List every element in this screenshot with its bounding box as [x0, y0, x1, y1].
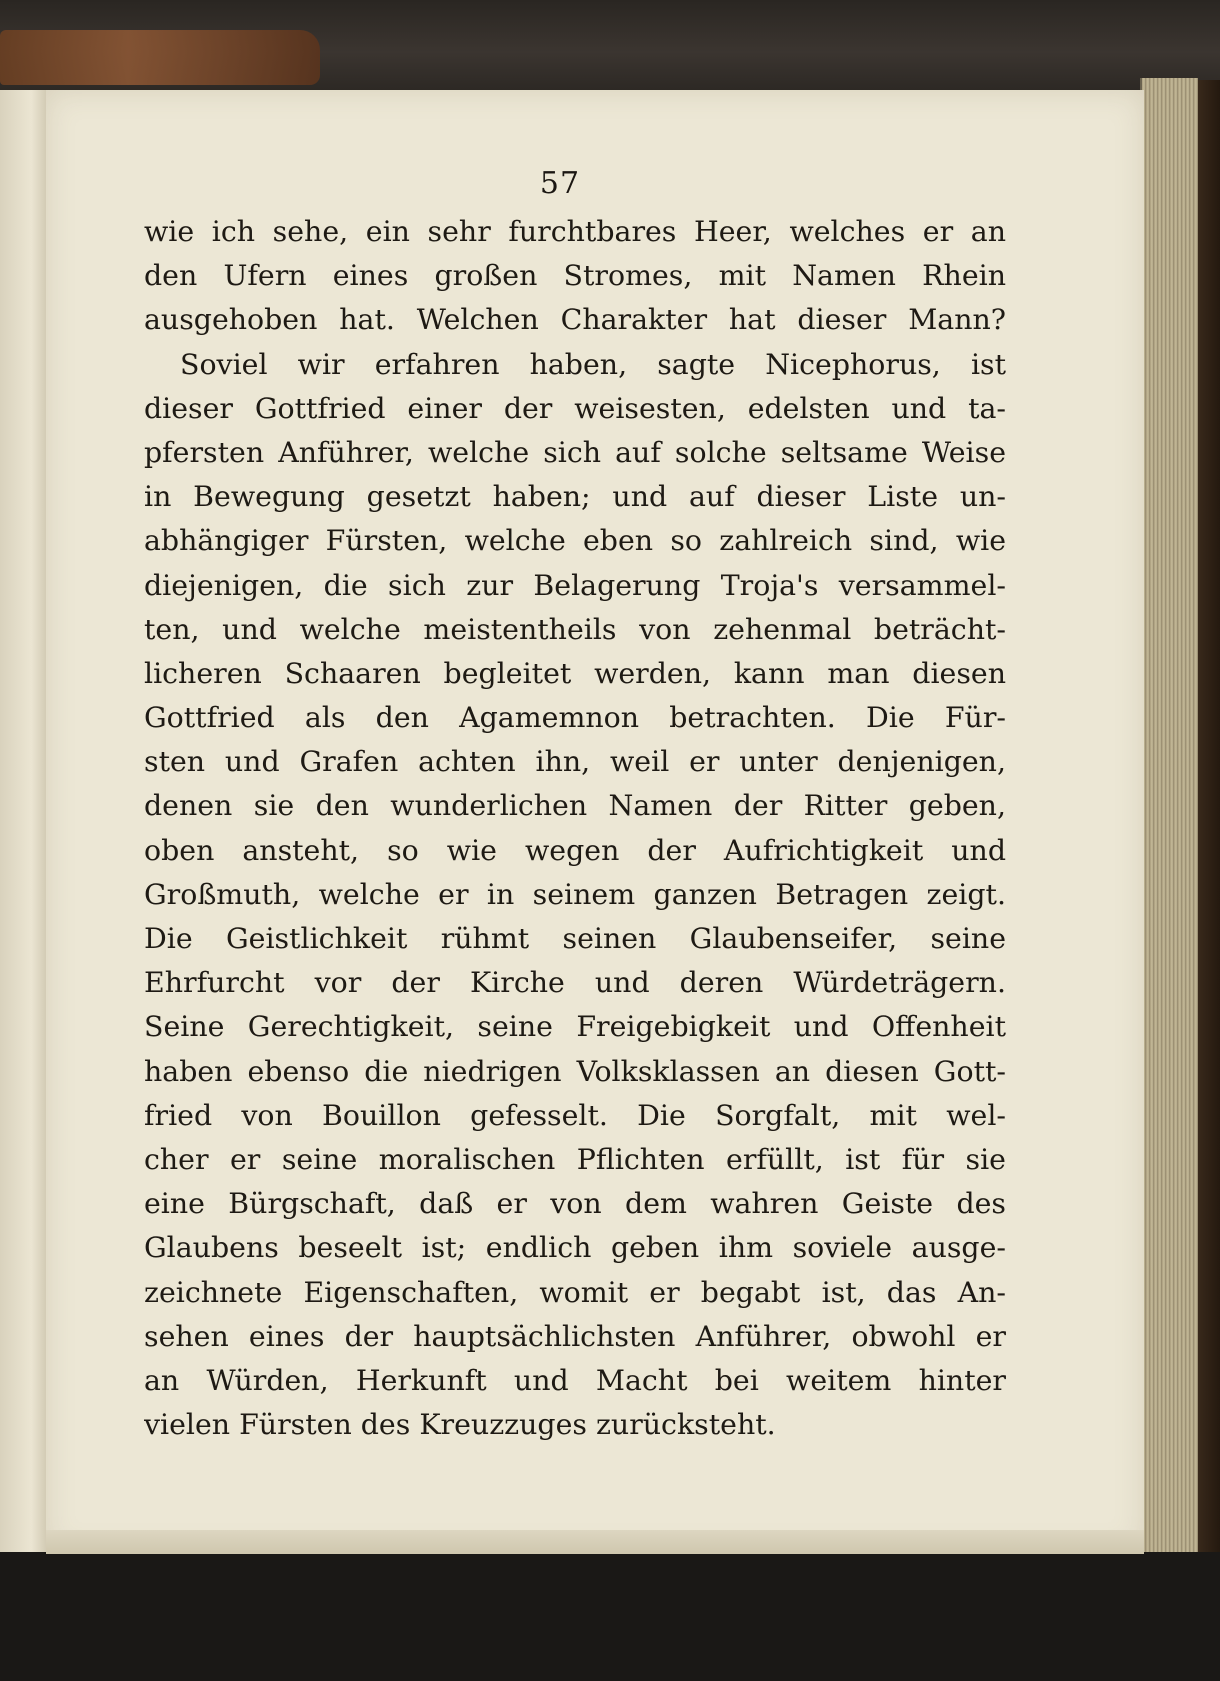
text-line: pfersten Anführer, welche sich auf solche seltsame Weise — [144, 435, 1006, 469]
text-line: wie ich sehe, ein sehr furchtbares Heer, welches er an — [144, 215, 1006, 248]
text-line: an Würden, Herkunft und Macht bei weitem hinter — [144, 1363, 1006, 1397]
text-line: oben ansteht, so wie wegen der Aufrichtigkeit und — [144, 833, 1006, 867]
stacked-page-edges — [1140, 78, 1198, 1578]
text-line: Großmuth, welche er in seinem ganzen Betragen zeigt. — [144, 877, 1006, 911]
page-number: 57 — [539, 166, 581, 201]
text-line: Soviel wir erfahren haben, sagte Nicephorus, ist — [180, 347, 1006, 381]
text-line: sehen eines der hauptsächlichsten Anführer, obwohl er — [144, 1319, 1006, 1353]
text-line: vielen Fürsten des Kreuzzuges zurücksteht. — [144, 1408, 776, 1442]
text-line: denen sie den wunderlichen Namen der Ritter geben, — [144, 789, 1006, 823]
text-line: ausgehoben hat. Welchen Charakter hat dieser Mann? — [144, 303, 1006, 337]
text-line: haben ebenso die niedrigen Volksklassen an diesen Gott- — [144, 1054, 1006, 1088]
text-line: Die Geistlichkeit rühmt seinen Glaubenseifer, seine — [144, 922, 1006, 955]
text-line: zeichnete Eigenschaften, womit er begabt ist, das An- — [144, 1275, 1006, 1309]
text-line: den Ufern eines großen Stromes, mit Namen Rhein — [144, 259, 1006, 293]
text-line: Seine Gerechtigkeit, seine Freigebigkeit und Offenheit — [144, 1010, 1006, 1044]
text-line: cher er seine moralischen Pflichten erfüllt, ist für sie — [144, 1142, 1006, 1176]
right-cover-edge — [1196, 80, 1220, 1580]
text-line: Gottfried als den Agamemnon betrachten. Die Für- — [144, 701, 1006, 735]
text-line: fried von Bouillon gefesselt. Die Sorgfalt, mit wel- — [144, 1098, 1006, 1132]
page-bottom-strip — [46, 1530, 1144, 1554]
text-line: ten, und welche meistentheils von zehenmal beträcht- — [144, 612, 1006, 646]
text-line: licheren Schaaren begleitet werden, kann man diesen — [144, 656, 1006, 690]
book-binding-bottom — [0, 1552, 1220, 1681]
page-text-block — [144, 210, 1006, 1447]
text-line: sten und Grafen achten ihn, weil er unter denjenigen, — [144, 745, 1006, 779]
text-line: abhängiger Fürsten, welche eben so zahlreich sind, wie — [144, 524, 1006, 558]
text-line: dieser Gottfried einer der weisesten, edelsten und ta- — [144, 391, 1006, 425]
text-line: Glaubens beseelt ist; endlich geben ihm soviele ausge- — [144, 1231, 1006, 1265]
leather-spine-edge — [0, 30, 320, 85]
text-line: in Bewegung gesetzt haben; und auf dieser Liste un- — [144, 480, 1006, 514]
text-line: eine Bürgschaft, daß er von dem wahren Geiste des — [144, 1187, 1006, 1221]
text-line: diejenigen, die sich zur Belagerung Troja's versammel- — [144, 568, 1006, 602]
text-line: Ehrfurcht vor der Kirche und deren Würdeträgern. — [144, 966, 1006, 1000]
